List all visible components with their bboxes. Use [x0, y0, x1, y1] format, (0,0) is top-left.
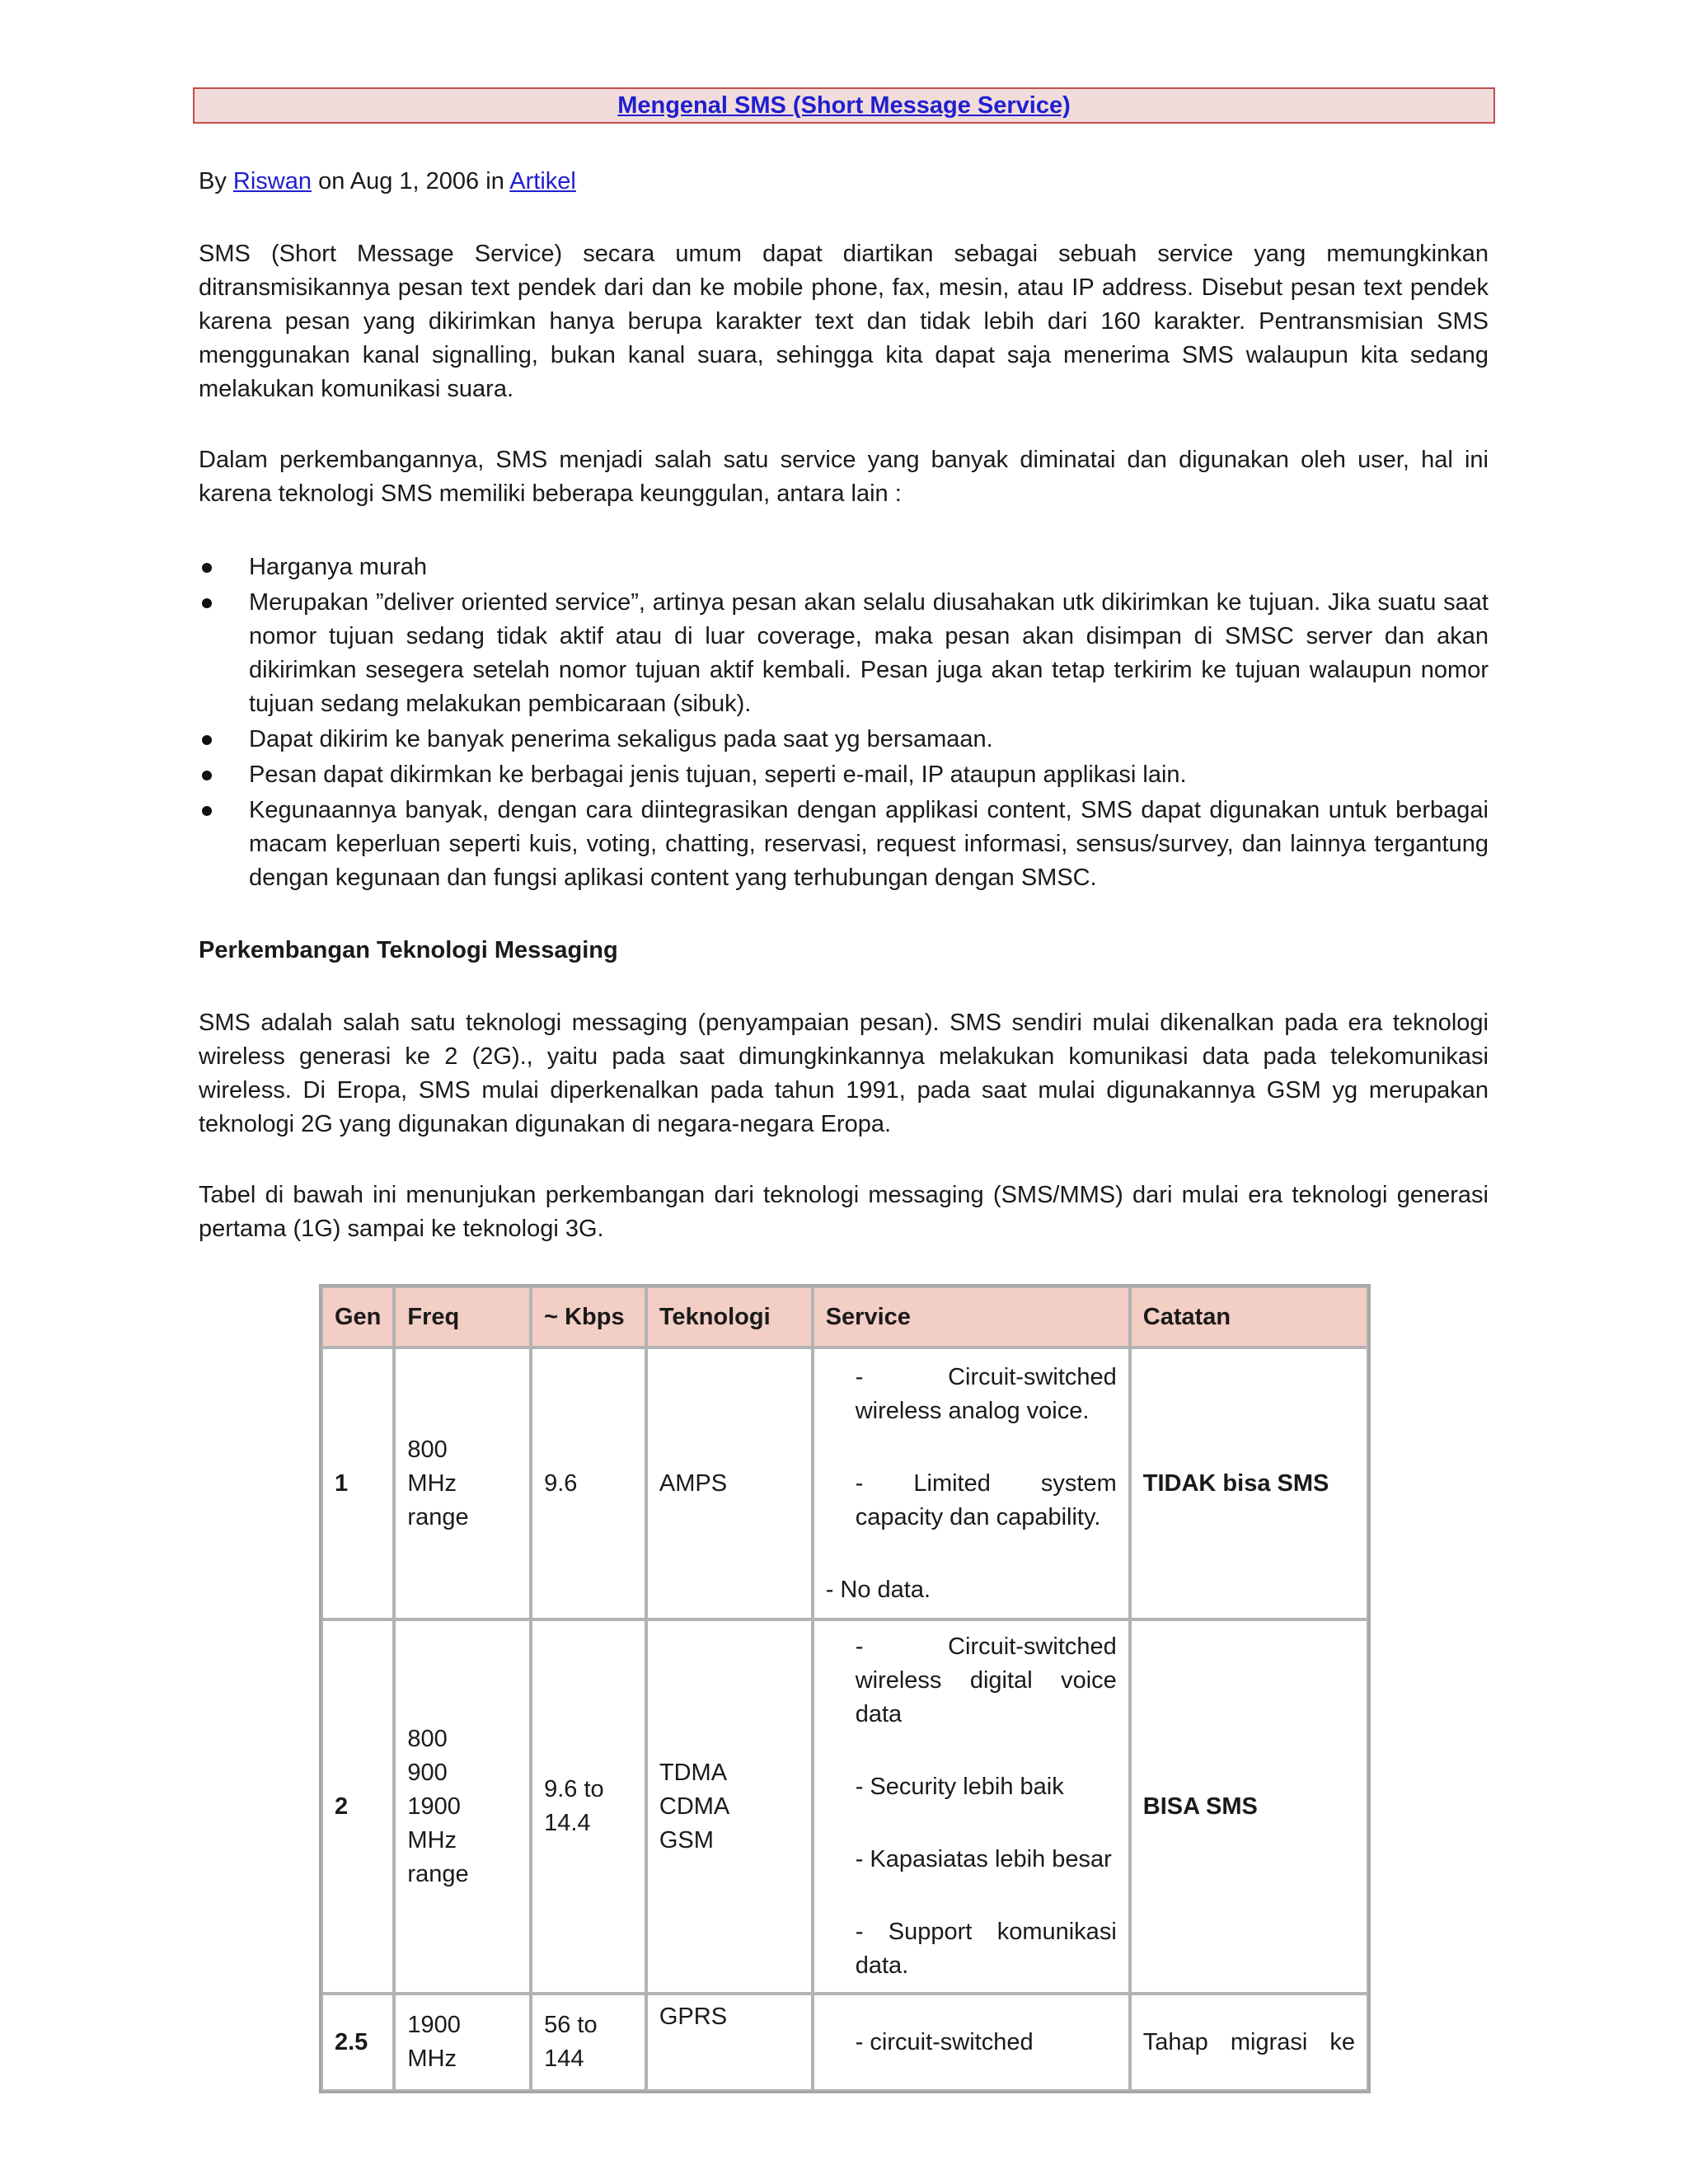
byline-date: on Aug 1, 2006 in [318, 168, 504, 194]
cell-kbps: 9.6 to 14.4 [531, 1619, 646, 1994]
bullet-icon [202, 598, 212, 608]
service-line: - Circuit-switched wireless analog voice. [855, 1363, 1117, 1424]
cell-note: TIDAK bisa SMS [1130, 1347, 1368, 1619]
cell-freq [394, 1994, 531, 2091]
freq-line: MHz [407, 1469, 457, 1497]
cell-kbps: 9.6 [531, 1347, 646, 1619]
service-line: - circuit-switched [855, 2028, 1034, 2055]
cell-freq [394, 1619, 531, 1994]
bullet-icon [202, 735, 212, 745]
title-banner [193, 87, 1495, 124]
freq-line: 800 [407, 1436, 448, 1463]
title-link[interactable]: Mengenal SMS (Short Message Service) [617, 91, 1071, 119]
freq-line: 1900 [407, 1793, 461, 1820]
list-item [199, 551, 1489, 584]
list-item-text: Pesan dapat dikirmkan ke berbagai jenis tujuan, seperti e-mail, IP ataupun applikasi lain. [249, 762, 1187, 788]
header-service: Service [813, 1286, 1130, 1347]
list-item-text: Merupakan ”deliver oriented service”, artinya pesan akan selalu diusahakan utk dikirimkan ke tujuan. Jika suatu saat nomor tujuan sedang tidak aktif atau di luar coverage, maka pesan akan disimpan di SMSC server dan akan dikirimkan sesegera setelah nomor tujuan aktif kembali. Pesan juga akan tetap terkirim ke tujuan walaupun nomor tujuan sedang melakukan pembicaraan (sibuk). [249, 589, 1489, 717]
service-line: - Circuit-switched wireless digital voice data [855, 1633, 1117, 1727]
messaging-paragraph: SMS adalah salah satu teknologi messaging (penyampaian pesan). SMS sendiri mulai dikenalkan pada era teknologi wireless generasi ke 2 (2G)., yaitu pada saat dimungkinkannya melakukan komunikasi data pada telekomunikasi wireless. Di Eropa, SMS mulai diperkenalkan pada tahun 1991, pada saat mulai digunakannya GSM yg merupakan teknologi 2G yang digunakan digunakan di negara-negara Eropa. [199, 1010, 1489, 1137]
tech-line: GPRS [659, 2004, 728, 2030]
byline-by: By [199, 168, 227, 194]
list-item-text: Kegunaannya banyak, dengan cara diintegrasikan dengan applikasi content, SMS dapat digunakan untuk berbagai macam keperluan seperti kuis, voting, chatting, reservasi, request informasi, sensus/survey, dan lainnya tergantung dengan kegunaan dan fungsi aplikasi content yang terhubungan dengan SMSC. [249, 797, 1489, 891]
author-link[interactable]: Riswan [232, 168, 312, 194]
freq-line: 900 [407, 1759, 448, 1786]
header-gen: Gen [321, 1286, 394, 1347]
freq-line: MHz [407, 2046, 457, 2072]
cell-freq [394, 1347, 531, 1619]
tech-line: TDMA [659, 1759, 728, 1786]
tech-line: CDMA [659, 1793, 730, 1820]
table-row [321, 1347, 1368, 1619]
service-line: - Kapasiatas lebih besar [855, 1846, 1112, 1872]
list-item [199, 723, 1489, 757]
list-item [199, 794, 1489, 895]
category-link[interactable]: Artikel [509, 168, 576, 194]
cell-tech [646, 1347, 813, 1619]
generation-table [319, 1284, 1371, 2093]
list-item-text: Dapat dikirim ke banyak penerima sekaligus pada saat yg bersamaan. [249, 726, 993, 752]
cell-tech [646, 1619, 813, 1994]
tech-line: AMPS [659, 1469, 728, 1497]
cell-gen: 2.5 [321, 1994, 394, 2091]
bullet-icon [202, 771, 212, 780]
list-item-text: Harganya murah [249, 554, 427, 580]
cell-service [813, 1347, 1130, 1619]
cell-tech [646, 1994, 813, 2091]
header-freq: Freq [394, 1286, 531, 1347]
cell-gen: 2 [321, 1619, 394, 1994]
header-tech: Teknologi [646, 1286, 813, 1347]
service-line: - No data. [825, 1576, 931, 1603]
header-kbps: ~ Kbps [531, 1286, 646, 1347]
section-heading: Perkembangan Teknologi Messaging [199, 937, 618, 963]
freq-line: range [407, 1503, 469, 1530]
cell-service [813, 1994, 1130, 2091]
header-note: Catatan [1130, 1286, 1368, 1347]
table-row [321, 1994, 1368, 2091]
byline [199, 165, 1489, 199]
development-paragraph: Dalam perkembangannya, SMS menjadi salah satu service yang banyak diminatai dan digunakan oleh user, hal ini karena teknologi SMS memiliki beberapa keunggulan, antara lain : [199, 447, 1489, 507]
cell-note: BISA SMS [1130, 1619, 1368, 1994]
cell-kbps: 56 to 144 [531, 1994, 646, 2091]
tech-line: GSM [659, 1826, 714, 1854]
bullet-icon [202, 563, 212, 573]
advantages-list [199, 551, 1489, 897]
freq-line: 1900 [407, 2012, 461, 2038]
intro-paragraph: SMS (Short Message Service) secara umum dapat diartikan sebagai sebuah service yang memungkinkan ditransmisikannya pesan text pendek dari dan ke mobile phone, fax, mesin, atau IP address. Disebut pesan text pendek karena pesan yang dikirimkan hanya berupa karakter text dan tidak lebih dari 160 karakter. Pentransmisian SMS menggunakan kanal signalling, bukan kanal suara, sehingga kita dapat saja menerima SMS walaupun kita sedang melakukan komunikasi suara. [199, 241, 1489, 402]
table-intro-paragraph: Tabel di bawah ini menunjukan perkembangan dari teknologi messaging (SMS/MMS) dari mulai era teknologi generasi pertama (1G) sampai ke teknologi 3G. [199, 1182, 1489, 1242]
service-line: - Support komunikasi data. [855, 1919, 1117, 1979]
bullet-icon [202, 806, 212, 816]
table-row [321, 1619, 1368, 1994]
cell-note: Tahap migrasi ke [1130, 1994, 1368, 2091]
service-line: - Security lebih baik [855, 1774, 1064, 1800]
list-item [199, 586, 1489, 721]
freq-line: 800 [407, 1725, 448, 1752]
list-item [199, 758, 1489, 792]
table-header-row [321, 1286, 1368, 1347]
cell-service [813, 1619, 1130, 1994]
freq-line: range [407, 1860, 469, 1887]
service-line: - Limited system capacity dan capability. [855, 1469, 1117, 1530]
cell-gen: 1 [321, 1347, 394, 1619]
freq-line: MHz [407, 1826, 457, 1854]
